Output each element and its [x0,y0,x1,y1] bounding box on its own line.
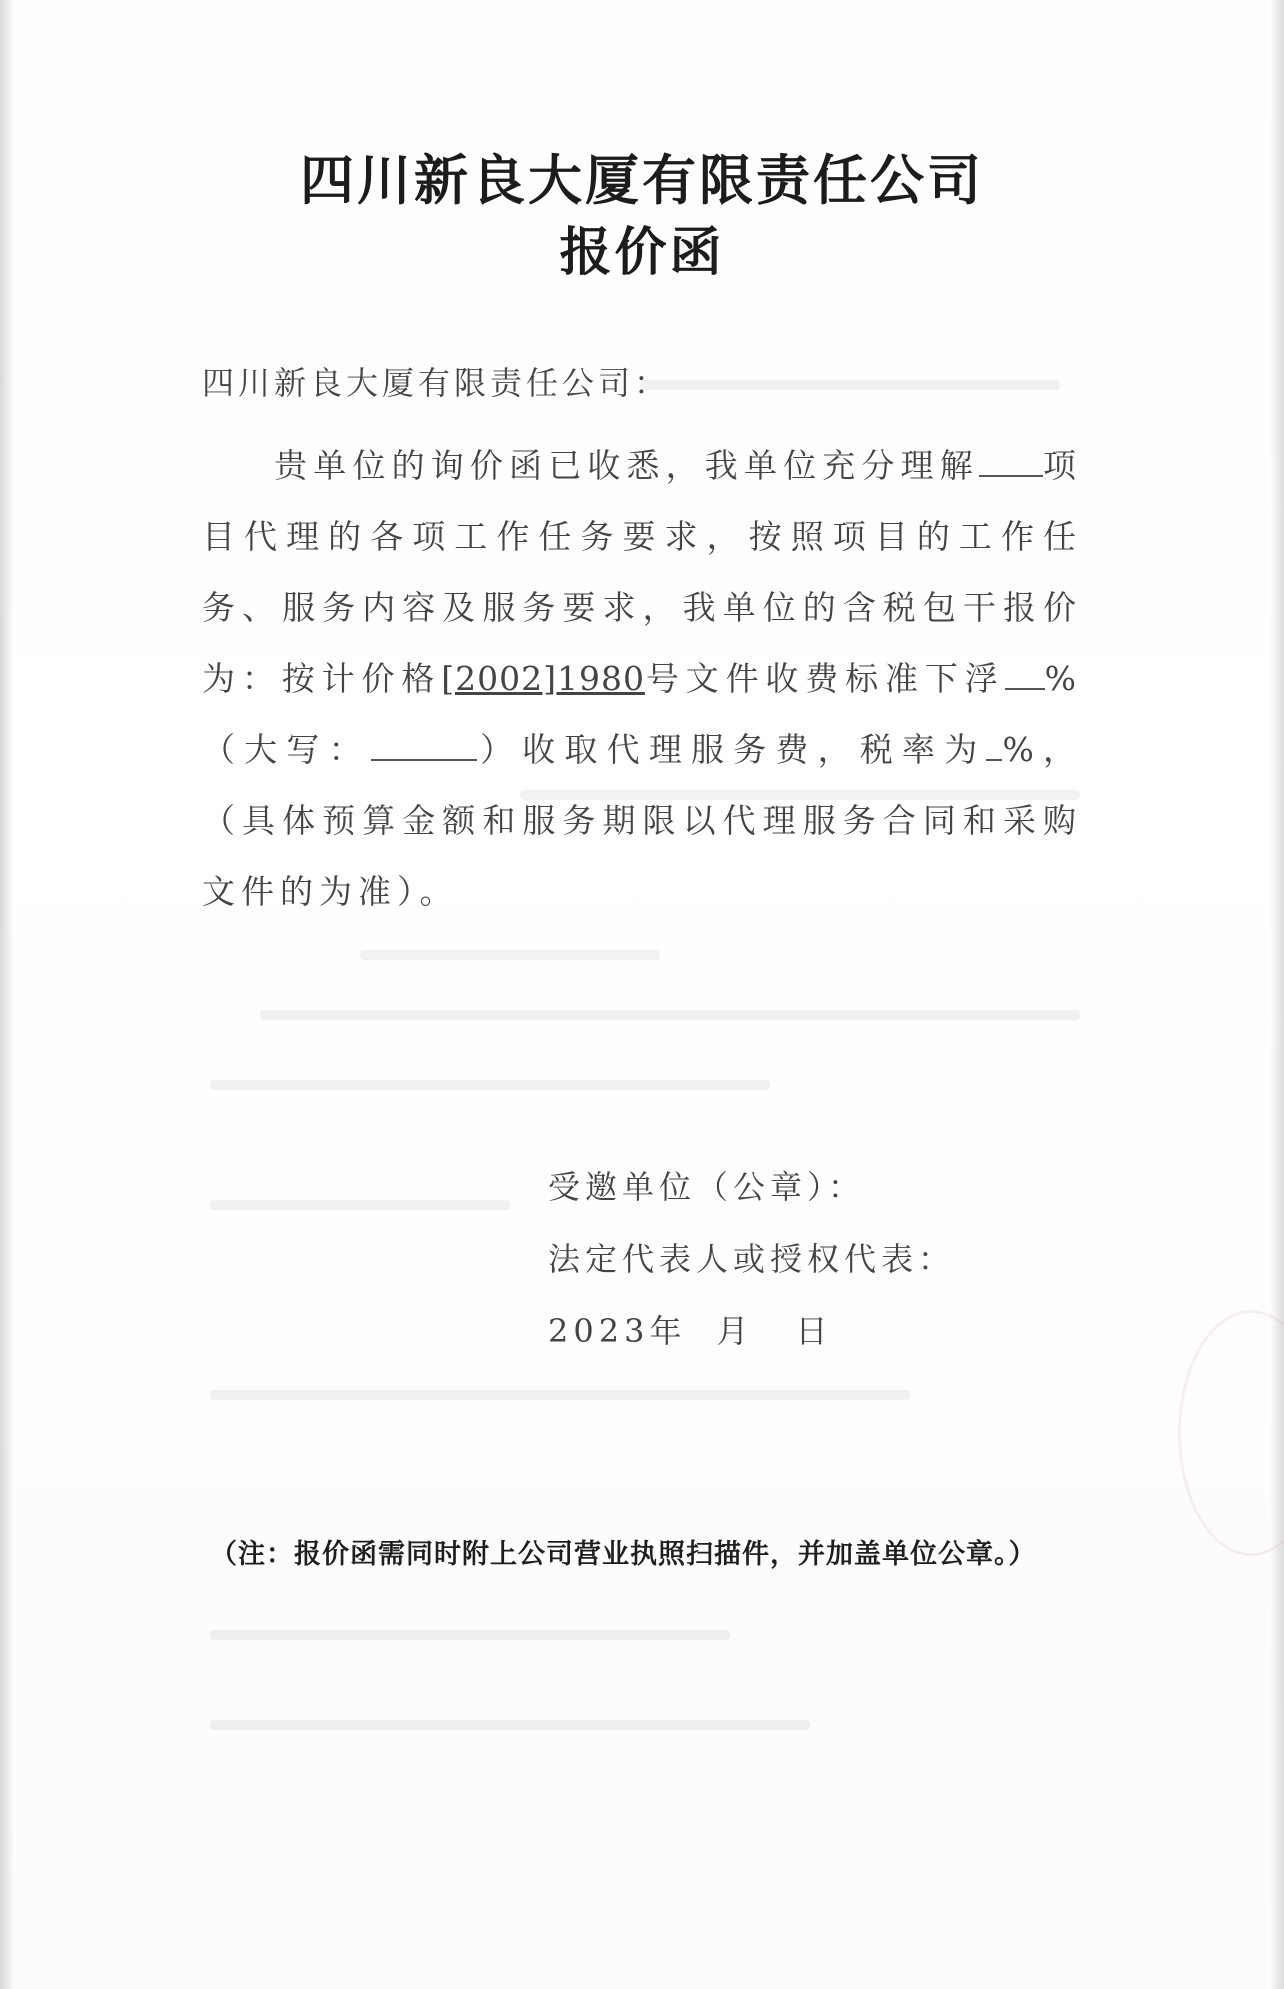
invited-unit-seal: 受邀单位（公章）： [548,1168,866,1206]
bleed-through-mark [260,1010,1080,1020]
bleed-through-mark [210,1200,510,1210]
document-title: 报价函 [559,222,725,283]
page-right-edge [1270,0,1284,1989]
addressee: 四川新良大厦有限责任公司： [202,364,671,402]
signature-date [548,1306,832,1352]
company-title: 四川新良大厦有限责任公司 [300,148,984,212]
bleed-through-mark [640,380,1060,390]
date-month: 月 [716,1312,754,1350]
project-name-blank [979,441,1043,477]
body-text-a: 贵单位的询价函已收悉，我单位充分理解 [274,446,979,485]
body-text-d: %（大写： [202,659,1083,769]
bleed-through-mark [360,950,660,960]
stamp-bleed-mark [1178,1310,1284,1556]
legal-representative: 法定代表人或授权代表： [548,1240,956,1278]
discount-percent-blank [1005,654,1045,690]
date-year: 2023年 [548,1312,687,1350]
body-text-f: %，（具体预算金额和服务期限以代理服务合同和采购文件的为准）。 [202,730,1083,911]
tax-rate-blank [986,725,1002,761]
quotation-body [202,430,1082,927]
body-text-c: 号文件收费标准下浮 [644,659,1005,698]
discount-uppercase-blank [371,725,477,761]
pricing-reference: [2002]1980 [441,659,645,698]
body-text-b: 项目代理的各项工作任务要求，按照项目的工作任务、服务内容及服务要求，我单位的含税包干报价为：按计价格 [202,446,1083,698]
footnote: （注：报价函需同时附上公司营业执照扫描件，并加盖单位公章。） [210,1539,1037,1570]
bleed-through-mark [210,1630,730,1640]
bleed-through-mark [210,1080,770,1090]
body-text-e: ）收取代理服务费，税率为 [476,730,987,769]
bleed-through-mark [210,1390,910,1400]
bleed-through-mark [210,1720,810,1730]
date-day: 日 [795,1312,833,1350]
page-left-edge [0,0,14,1989]
